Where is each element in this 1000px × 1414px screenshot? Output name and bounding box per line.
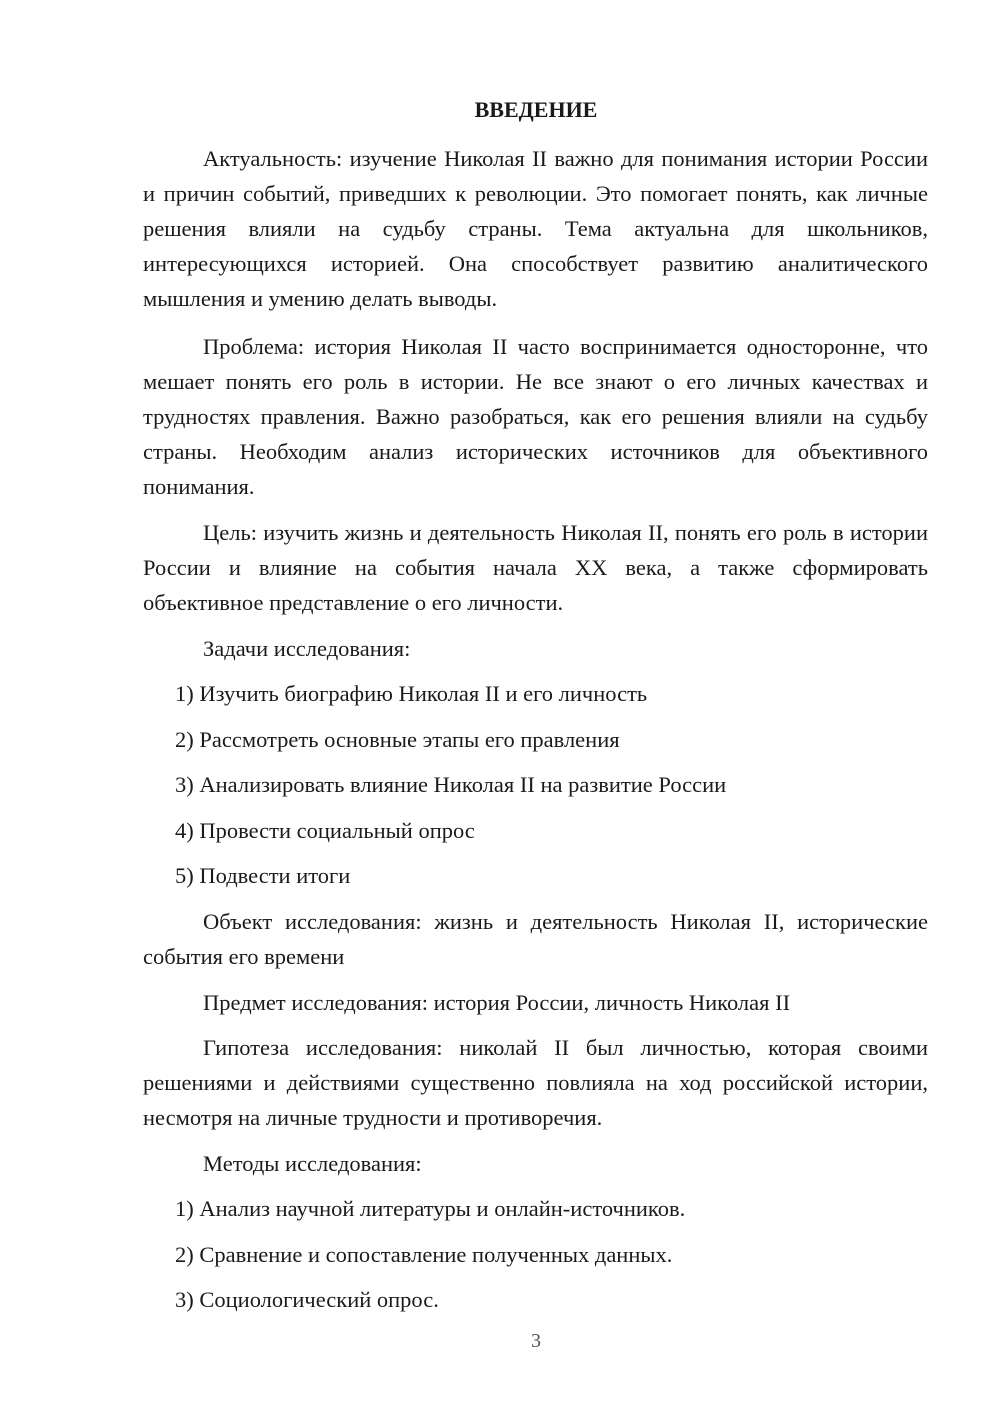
page-title: ВВЕДЕНИЕ (474, 97, 598, 122)
task-item: 1) Изучить биографию Николая II и его личность (175, 681, 648, 706)
problem-paragraph: Проблема: история Николая II часто воспринимается односторонне, что мешает понять его роль в истории. Не все знают о его личных качествах и трудностях правления. Важно разобраться, как его решения влияли на судьбу страны. Необходим анализ исторических источников для объективного понимания. (143, 334, 928, 499)
task-item: 2) Рассмотреть основные этапы его правления (175, 727, 620, 752)
page-number: 3 (531, 1330, 541, 1352)
task-item: 4) Провести социальный опрос (175, 818, 475, 843)
hypothesis-paragraph: Гипотеза исследования: николай II был личностью, которая своими решениями и действиями существенно повлияла на ход российской истории, несмотря на личные трудности и противоречия. (143, 1035, 928, 1130)
tasks-label: Задачи исследования: (203, 636, 411, 661)
actuality-paragraph: Актуальность: изучение Николая II важно для понимания истории России и причин событий, приведших к революции. Это помогает понять, как личные решения влияли на судьбу страны. Тема актуальна для школьников, интересующихся историей. Она способствует развитию аналитического мышления и умению делать выводы. (143, 146, 928, 311)
method-item: 1) Анализ научной литературы и онлайн-источников. (175, 1196, 686, 1221)
task-item: 5) Подвести итоги (175, 863, 351, 888)
method-item: 3) Социологический опрос. (175, 1287, 439, 1312)
method-item: 2) Сравнение и сопоставление полученных данных. (175, 1242, 673, 1267)
task-item: 3) Анализировать влияние Николая II на развитие России (175, 772, 727, 797)
object-paragraph: Объект исследования: жизнь и деятельность Николая II, исторические события его времени (143, 909, 928, 969)
methods-label: Методы исследования: (203, 1151, 422, 1176)
subject-paragraph: Предмет исследования: история России, личность Николая II (203, 990, 791, 1015)
goal-paragraph: Цель: изучить жизнь и деятельность Николая II, понять его роль в истории России и влияние на события начала XX века, а также сформировать объективное представление о его личности. (143, 520, 928, 615)
